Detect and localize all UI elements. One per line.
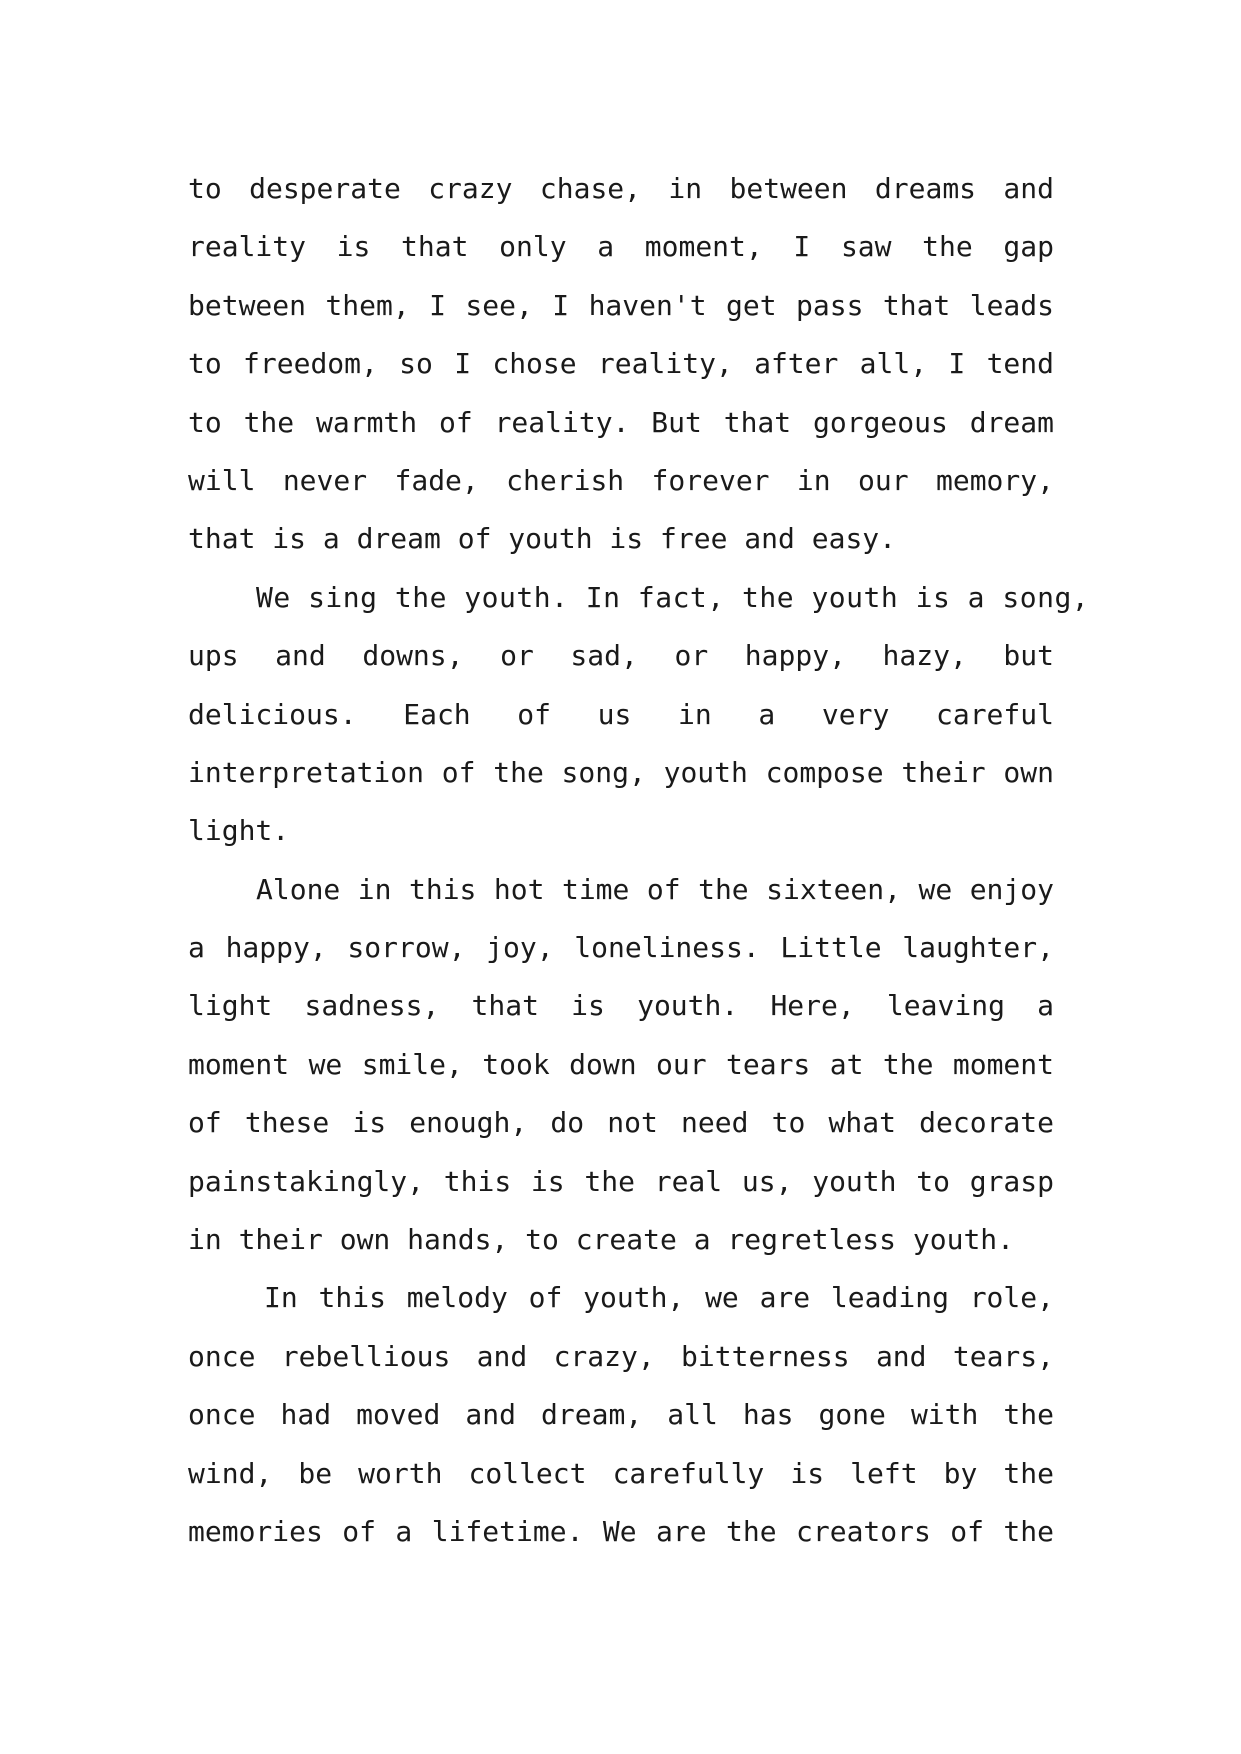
paragraph-3 (188, 861, 1054, 1270)
text-line: between them, I see, I haven't get pass that leads (188, 288, 1054, 322)
text-line: ups and downs, or sad, or happy, hazy, but (188, 639, 1054, 673)
paragraph-4 (188, 1269, 1054, 1561)
text-line: memories of a lifetime. We are the creators of the (188, 1514, 1054, 1548)
text-line: once rebellious and crazy, bitterness and tears, (188, 1339, 1054, 1373)
text-line: light sadness, that is youth. Here, leaving a (188, 989, 1054, 1023)
text-line: will never fade, cherish forever in our memory, (188, 463, 1054, 497)
text-line: to freedom, so I chose reality, after all, I tend (188, 347, 1054, 381)
text-line: to desperate crazy chase, in between dreams and (188, 172, 1054, 205)
text-line: In this melody of youth, we are leading role, (264, 1281, 1054, 1315)
text-line: reality is that only a moment, I saw the gap (188, 230, 1054, 264)
text-line: light. (188, 814, 290, 848)
text-line: that is a dream of youth is free and easy. (188, 522, 897, 556)
paragraph-2 (188, 569, 1090, 861)
text-line: wind, be worth collect carefully is left by the (188, 1456, 1054, 1490)
text-line: in their own hands, to create a regretless youth. (188, 1223, 1015, 1257)
text-line: painstakingly, this is the real us, youth to grasp (188, 1164, 1054, 1198)
text-line: We sing the youth. In fact, the youth is a song, (256, 580, 1090, 614)
text-line: of these is enough, do not need to what decorate (188, 1106, 1054, 1140)
text-line: interpretation of the song, youth compose their own (188, 755, 1054, 789)
paragraph-1 (188, 160, 1054, 569)
text-line: delicious. Each of us in a very careful (188, 697, 1054, 731)
text-line: moment we smile, took down our tears at the moment (188, 1047, 1054, 1081)
text-line: to the warmth of reality. But that gorgeous dream (188, 405, 1054, 439)
text-line: once had moved and dream, all has gone with the (188, 1398, 1054, 1432)
text-line: Alone in this hot time of the sixteen, we enjoy (256, 872, 1054, 906)
text-line: a happy, sorrow, joy, loneliness. Little laughter, (188, 931, 1054, 965)
body-text (188, 160, 1090, 1561)
